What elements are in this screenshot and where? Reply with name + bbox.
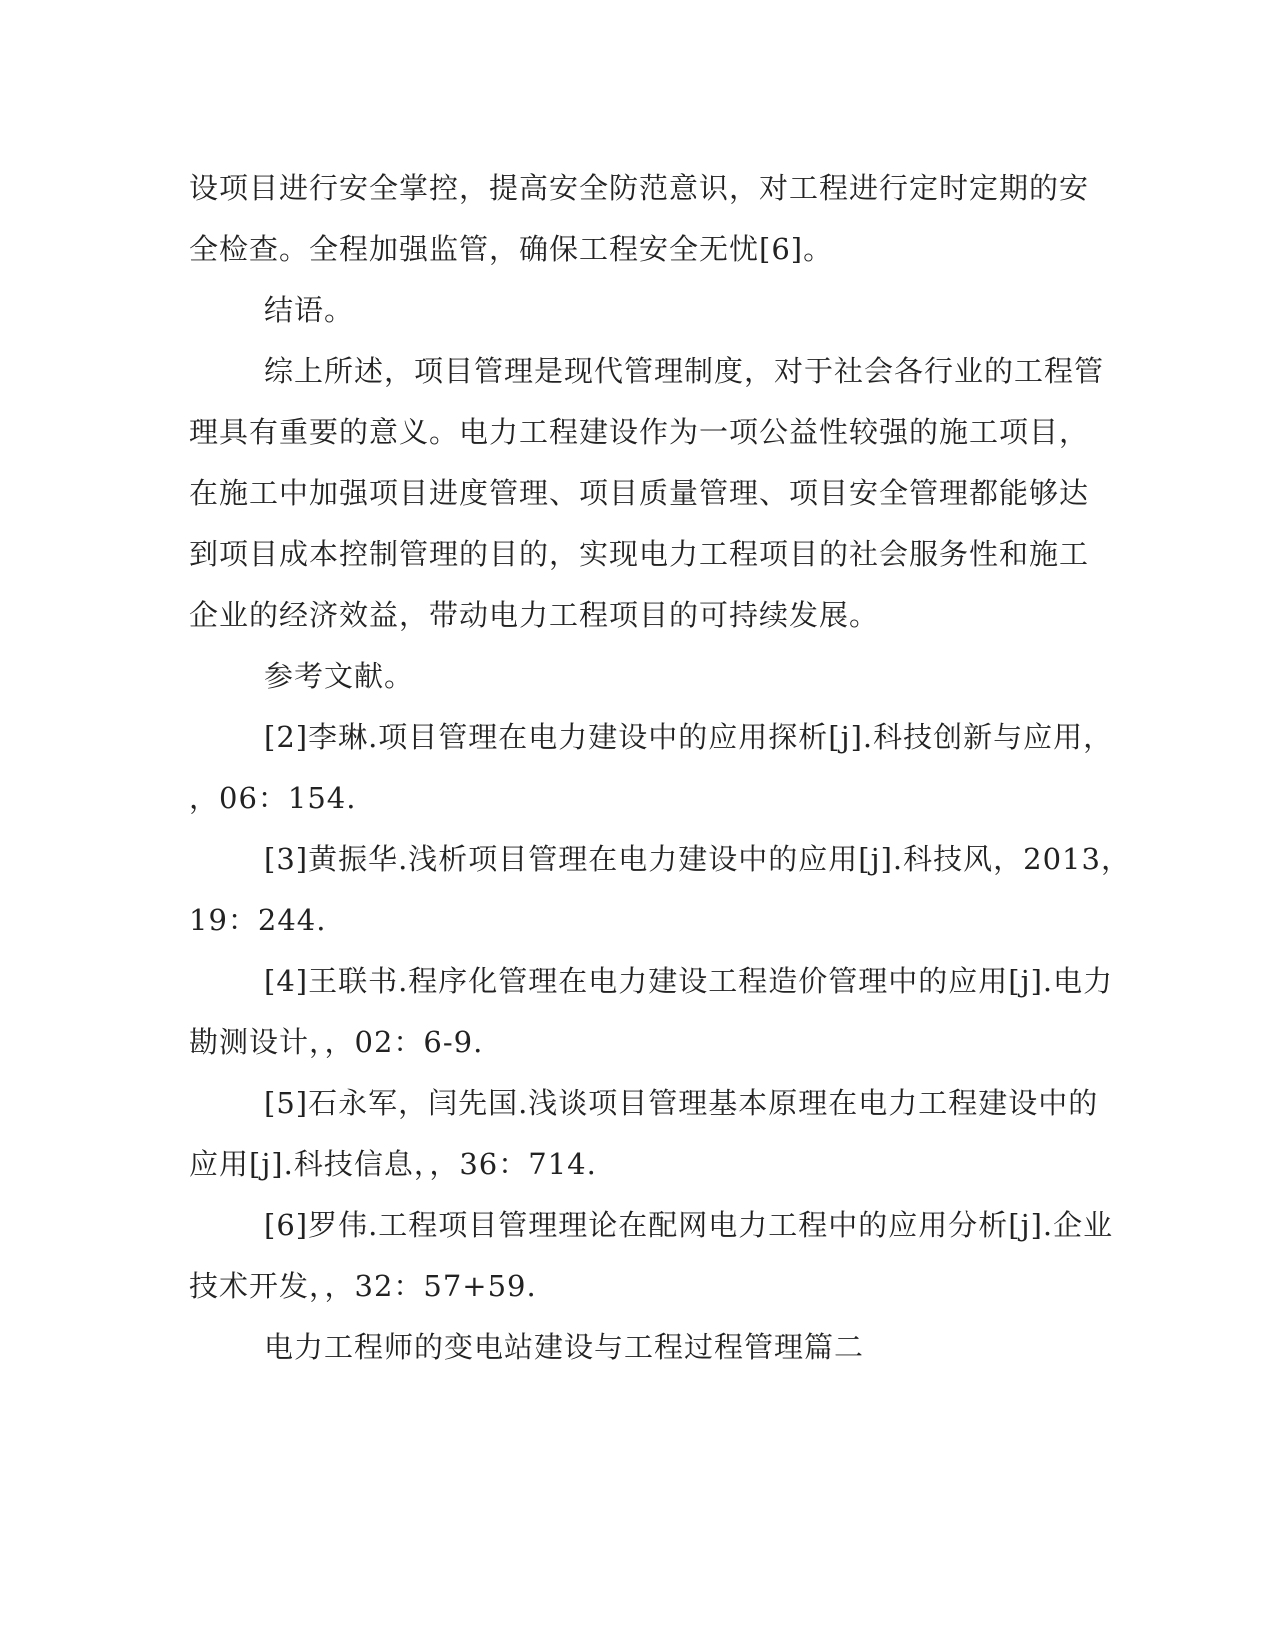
reference-item-4 [189, 951, 1114, 1073]
text-line: 技术开发，，32：57+59. [189, 1269, 537, 1303]
text-line: 电力工程师的变电站建设与工程过程管理篇二 [264, 1330, 865, 1364]
text-line: 设项目进行安全掌控，提高安全防范意识，对工程进行定时定期的安 [189, 171, 1090, 205]
reference-item-5 [189, 1073, 1099, 1195]
paragraph-conclusion [189, 341, 1105, 646]
conclusion-heading [189, 280, 1089, 341]
text-line: [5]石永军，闫先国.浅谈项目管理基本原理在电力工程建设中的 [264, 1086, 1099, 1120]
text-line: 理具有重要的意义。电力工程建设作为一项公益性较强的施工项目， [189, 415, 1090, 449]
text-line: [6]罗伟.工程项目管理理论在配网电力工程中的应用分析[j].企业 [264, 1208, 1114, 1242]
text-line: 综上所述，项目管理是现代管理制度，对于社会各行业的工程管 [264, 354, 1105, 388]
references-heading [189, 646, 1089, 707]
reference-item-2 [189, 707, 1114, 829]
text-line: ，06：154. [189, 781, 357, 815]
text-line: 19：244. [189, 903, 327, 937]
text-line: 勘测设计，，02：6-9. [189, 1025, 484, 1059]
text-line: 企业的经济效益，带动电力工程项目的可持续发展。 [189, 598, 880, 632]
text-line: [2]李琳.项目管理在电力建设中的应用探析[j].科技创新与应用， [264, 720, 1114, 754]
text-line: 应用[j].科技信息，，36：714. [189, 1147, 597, 1181]
paragraph-intro-continuation [189, 158, 1089, 280]
text-line: [3]黄振华.浅析项目管理在电力建设中的应用[j].科技风，2013， [264, 842, 1131, 876]
reference-item-6 [189, 1195, 1114, 1317]
reference-item-3 [189, 829, 1131, 951]
text-line: 参考文献。 [264, 659, 415, 693]
text-line: 在施工中加强项目进度管理、项目质量管理、项目安全管理都能够达 [189, 476, 1090, 510]
text-line: 结语。 [264, 293, 355, 327]
text-line: 全检查。全程加强监管，确保工程安全无忧[6]。 [189, 232, 834, 266]
text-line: 到项目成本控制管理的目的，实现电力工程项目的社会服务性和施工 [189, 537, 1090, 571]
text-line: [4]王联书.程序化管理在电力建设工程造价管理中的应用[j].电力 [264, 964, 1114, 998]
next-section-title [189, 1317, 1089, 1378]
document-body [189, 158, 1131, 1378]
